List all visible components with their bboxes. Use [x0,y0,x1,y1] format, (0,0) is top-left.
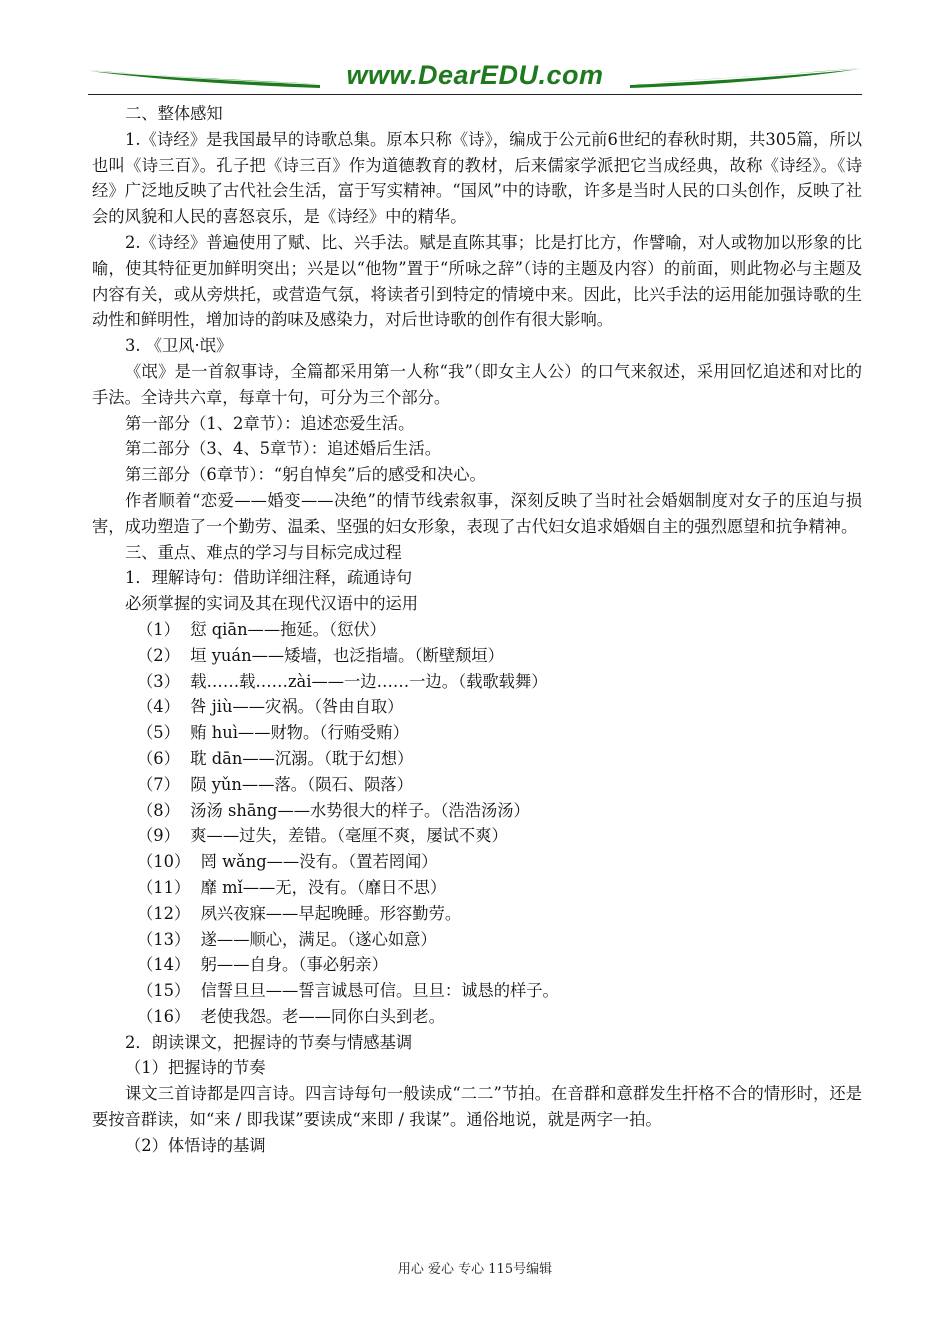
vocab-item: （4） 咎 jiù——灾祸。（咎由自取） [137,697,404,717]
paragraph-rhythm: 课文三首诗都是四言诗。四言诗每句一般读成“二二”节拍。在音群和意群发生扞格不合的情形时，还是要按音群读，如“来 / 即我谋”要读成“来即 / 我谋”。通俗地说，就是两字一拍。 [92,1084,862,1130]
part-three-line: 第三部分（6章节）：“躬自悼矣”后的感受和决心。 [125,465,486,485]
paragraph-shijing-intro: 1.《诗经》是我国最早的诗歌总集。原本只称《诗》，编成于公元前6世纪的春秋时期，共305篇，所以也叫《诗三百》。孔子把《诗三百》作为道德教育的教材，后来儒家学派把它当成经典，故称《诗经》。《诗经》广泛地反映了古代社会生活，富于写实精神。“国风”中的诗歌，许多是当时人民的口头创作，反映了社会的风貌和人民的喜怒哀乐，是《诗经》中的精华。 [92,129,862,227]
vocab-item: （7） 陨 yǔn——落。（陨石、陨落） [137,774,413,794]
page-footer: 用心 爱心 专心 115号编辑 [397,1262,553,1277]
vocab-item: （2） 垣 yuán——矮墙，也泛指墙。（断壁颓垣） [137,645,504,665]
vocab-item: （10） 罔 wǎng——没有。（置若罔闻） [137,852,438,872]
section-heading-overview: 二、整体感知 [125,104,223,123]
vocab-item: （3） 载……载……zài——一边……一边。（载歌载舞） [137,671,548,691]
subheading-reading-aloud: 2．朗读课文，把握诗的节奏与情感基调 [125,1032,413,1052]
paragraph-meng-summary: 《氓》是一首叙事诗，全篇都采用第一人称“我”（即女主人公）的口气来叙述，采用回忆追述和对比的手法。全诗共六章，每章十句，可分为三个部分。 [92,361,862,407]
vocab-item: （11） 靡 mǐ——无，没有。（靡日不思） [137,877,447,897]
vocab-item: （15） 信誓旦旦——誓言诚恳可信。旦旦：诚恳的样子。 [137,981,559,1001]
vocab-item: （12） 夙兴夜寐——早起晚睡。形容勤劳。 [137,903,462,923]
subheading-tone: （2）体悟诗的基调 [125,1135,266,1155]
paragraph-fu-bi-xing: 2.《诗经》普遍使用了赋、比、兴手法。赋是直陈其事；比是打比方，作譬喻，对人或物加以形象的比喻，使其特征更加鲜明突出；兴是以“他物”置于“所咏之辞”（诗的主题及内容）的前面，则此物必与主题及内容有关，或从旁烘托，或营造气氛，将读者引到特定的情境中来。因此，比兴手法的运用能加强诗歌的生动性和鲜明性，增加诗的韵味及感染力，对后世诗歌的创作有很大影响。 [92,232,862,330]
vocab-item: （8） 汤汤 shāng——水势很大的样子。（浩浩汤汤） [137,800,530,820]
vocab-intro: 必须掌握的实词及其在现代汉语中的运用 [125,594,419,614]
subheading-weifeng-meng: 3. 《卫风·氓》 [125,336,233,356]
site-header [88,58,862,98]
subheading-rhythm: （1）把握诗的节奏 [125,1058,266,1078]
vocab-item: （1） 愆 qiān——拖延。（愆伏） [137,619,386,639]
part-two-line: 第二部分（3、4、5章节）：追述婚后生活。 [125,439,441,459]
subheading-understand-lines: 1．理解诗句：借助详细注释，疏通诗句 [125,568,413,588]
vocab-list [92,617,862,1030]
site-brand-logo[interactable]: www.DearEDU.com [346,60,604,90]
vocab-item: （9） 爽——过失，差错。（毫厘不爽，屡试不爽） [137,826,508,846]
vocab-item: （14） 躬——自身。（事必躬亲） [137,955,388,975]
section-heading-key-points: 三、重点、难点的学习与目标完成过程 [125,542,402,562]
vocab-item: （16） 老使我怨。老——同你白头到老。 [137,1006,445,1026]
paragraph-theme: 作者顺着“恋爱——婚变——决绝”的情节线索叙事，深刻反映了当时社会婚姻制度对女子的压迫与损害，成功塑造了一个勤劳、温柔、坚强的妇女形象，表现了古代妇女追求婚姻自主的强烈愿望和抗争精神。 [92,490,862,536]
document-body [92,101,862,1159]
vocab-item: （6） 耽 dān——沉溺。（耽于幻想） [137,748,414,768]
vocab-item: （5） 贿 huì——财物。（行贿受贿） [137,723,409,743]
part-one-line: 第一部分（1、2章节）：追述恋爱生活。 [125,413,415,433]
vocab-item: （13） 遂——顺心，满足。（遂心如意） [137,929,437,949]
header-divider [88,94,862,95]
